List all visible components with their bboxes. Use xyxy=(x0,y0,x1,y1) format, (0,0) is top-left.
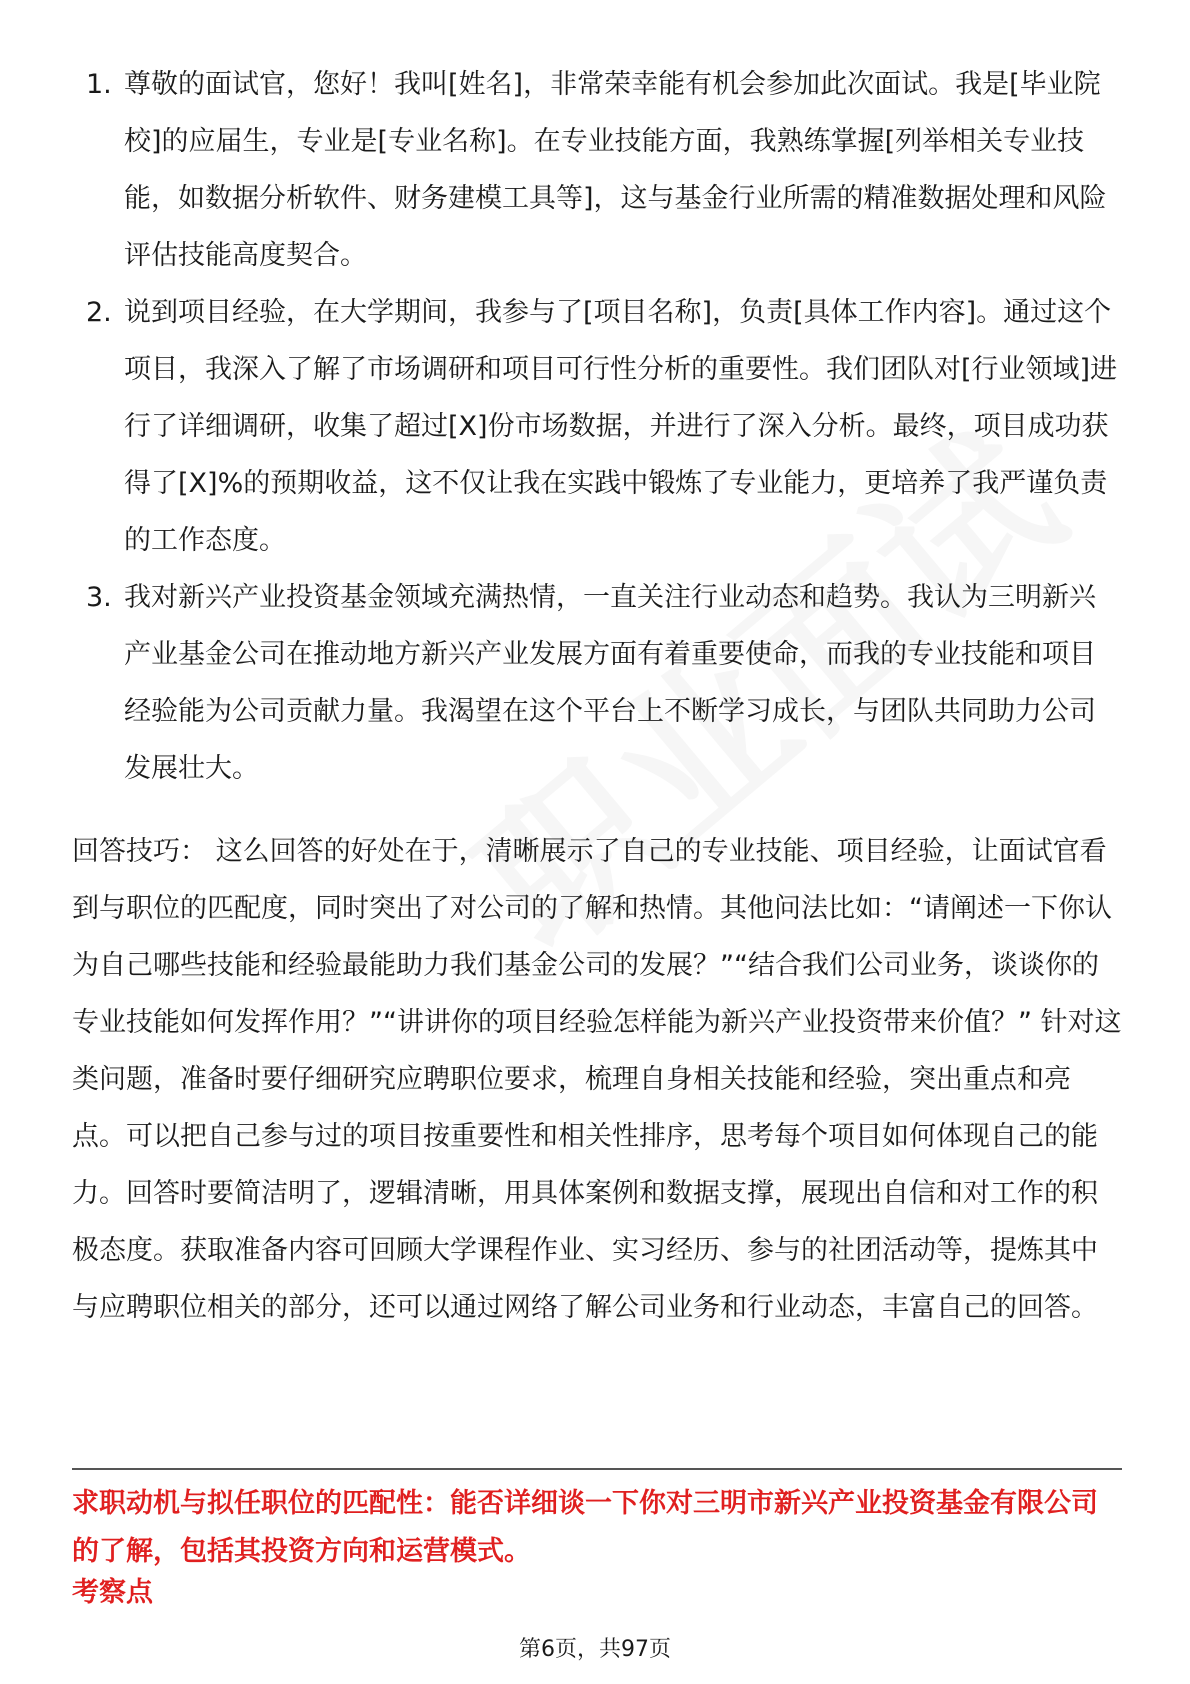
answer-item-2 xyxy=(72,284,1122,569)
answer-text: 我对新兴产业投资基金领域充满热情，一直关注行业动态和趋势。我认为三明新兴产业基金公司在推动地方新兴产业发展方面有着重要使命，而我的专业技能和项目经验能为公司贡献力量。我渴望在这个平台上不断学习成长，与团队共同助力公司发展壮大。 xyxy=(124,582,1096,784)
section-divider xyxy=(72,1468,1122,1470)
answer-tips: 回答技巧： 这么回答的好处在于，清晰展示了自己的专业技能、项目经验，让面试官看到与职位的匹配度，同时突出了对公司的了解和热情。其他问法比如：“请阐述一下你认为自己哪些技能和经验最能助力我们基金公司的发展？”“结合我们公司业务，谈谈你的专业技能如何发挥作用？”“讲讲你的项目经验怎样能为新兴产业投资带来价值？” 针对这类问题，准备时要仔细研究应聘职位要求，梳理自身相关技能和经验，突出重点和亮点。可以把自己参与过的项目按重要性和相关性排序，思考每个项目如何体现自己的能力。回答时要简洁明了，逻辑清晰，用具体案例和数据支撑，展现出自信和对工作的积极态度。获取准备内容可回顾大学课程作业、实习经历、参与的社团活动等，提炼其中与应聘职位相关的部分，还可以通过网络了解公司业务和行业动态，丰富自己的回答。 xyxy=(72,836,1122,1323)
answer-text: 说到项目经验，在大学期间，我参与了[项目名称]，负责[具体工作内容]。通过这个项目，我深入了解了市场调研和项目可行性分析的重要性。我们团队对[行业领域]进行了详细调研，收集了超过[X]份市场数据，并进行了深入分析。最终，项目成功获得了[X]%的预期收益，这不仅让我在实践中锻炼了专业能力，更培养了我严谨负责的工作态度。 xyxy=(124,297,1118,556)
next-question-heading: 求职动机与拟任职位的匹配性：能否详细谈一下你对三明市新兴产业投资基金有限公司的了解，包括其投资方向和运营模式。 xyxy=(72,1488,1098,1567)
answer-number: 2. xyxy=(86,297,112,328)
assessment-points-label: 考察点 xyxy=(72,1577,153,1608)
page-content xyxy=(72,56,1122,1336)
page-number: 第6页，共97页 xyxy=(519,1637,671,1662)
answer-text: 尊敬的面试官，您好！我叫[姓名]，非常荣幸能有机会参加此次面试。我是[毕业院校]的应届生，专业是[专业名称]。在专业技能方面，我熟练掌握[列举相关专业技能，如数据分析软件、财务建模工具等]，这与基金行业所需的精准数据处理和风险评估技能高度契合。 xyxy=(124,69,1107,271)
answer-item-3 xyxy=(72,569,1122,797)
answer-number: 3. xyxy=(86,582,112,613)
answer-list xyxy=(72,56,1122,797)
answer-item-1 xyxy=(72,56,1122,284)
answer-number: 1. xyxy=(86,69,112,100)
